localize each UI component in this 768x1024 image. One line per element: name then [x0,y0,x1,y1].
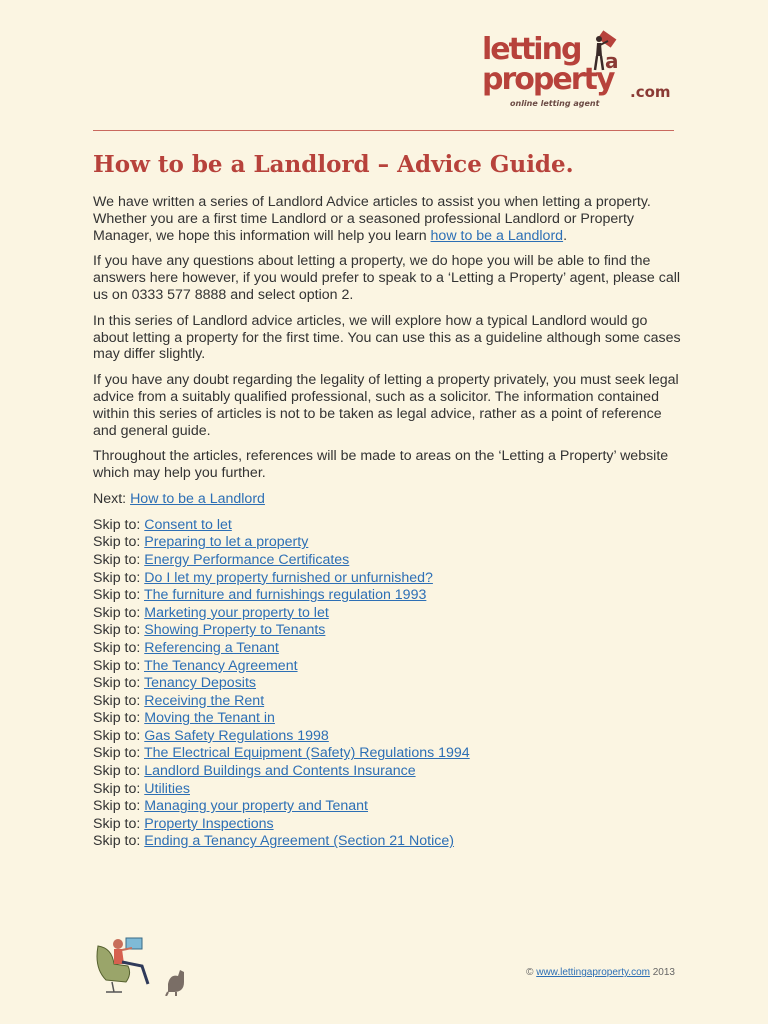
list-item [93,622,683,640]
skip-prefix: Skip to: [93,833,145,850]
skip-prefix: Skip to: [93,727,145,744]
skip-link-inspections[interactable]: Property Inspections [144,815,274,832]
skip-link-furnished-or-unfurnished[interactable]: Do I let my property furnished or unfurnished? [144,569,433,586]
page-title: How to be a Landlord – Advice Guide. [93,151,574,178]
skip-link-gas-safety[interactable]: Gas Safety Regulations 1998 [144,727,329,744]
list-item [93,763,683,781]
skip-link-electrical-equipment[interactable]: The Electrical Equipment (Safety) Regulations 1994 [144,745,470,762]
footer-copyright [526,967,675,978]
skip-link-consent-to-let[interactable]: Consent to let [144,516,232,533]
skip-prefix: Skip to: [93,798,145,815]
footer-year: 2013 [649,967,675,978]
list-item [93,552,683,570]
skip-prefix: Skip to: [93,516,145,533]
skip-link-tenancy-deposits[interactable]: Tenancy Deposits [144,675,256,692]
list-item [93,658,683,676]
skip-prefix: Skip to: [93,569,145,586]
list-item [93,605,683,623]
skip-prefix: Skip to: [93,815,145,832]
skip-link-energy-performance[interactable]: Energy Performance Certificates [144,551,350,568]
list-item [93,517,683,535]
skip-link-referencing[interactable]: Referencing a Tenant [144,639,279,656]
skip-link-marketing[interactable]: Marketing your property to let [144,604,329,621]
skip-prefix: Skip to: [93,710,145,727]
skip-prefix: Skip to: [93,657,144,674]
next-prefix: Next: [93,490,131,507]
intro-paragraph-2: If you have any questions about letting a property, we do hope you will be able to find the answers here however, if you would prefer to speak to a ‘Letting a Property’ agent, please call us on 0333 577 8888 and select option 2. [93,253,681,303]
intro-paragraph-5: Throughout the articles, references will be made to areas on the ‘Letting a Property’ website which may help you further. [93,448,669,482]
intro-paragraph-4: If you have any doubt regarding the legality of letting a property privately, you must seek legal advice from a suitably qualified professional, such as a solicitor. The information contained within this series of articles is not to be taken as legal advice, rather as a point of reference and general guide. [93,372,679,439]
list-item [93,833,683,851]
logo-tagline: online letting agent [510,99,600,108]
person-carrying-sign-icon [587,30,623,76]
skip-link-receiving-rent[interactable]: Receiving the Rent [144,692,265,709]
list-item [93,710,683,728]
logo-property-text: property [482,62,614,97]
skip-prefix: Skip to: [93,551,145,568]
list-item [93,781,683,799]
skip-link-insurance[interactable]: Landlord Buildings and Contents Insurance [144,763,416,780]
logo[interactable] [482,32,674,112]
next-how-to-be-a-landlord-link[interactable]: How to be a Landlord [130,490,265,507]
skip-prefix: Skip to: [93,639,145,656]
logo-a-text: a [605,49,619,73]
skip-prefix: Skip to: [93,763,145,780]
skip-link-tenancy-agreement[interactable]: The Tenancy Agreement [144,657,298,674]
intro-paragraph-1-end: . [563,227,568,244]
skip-prefix: Skip to: [93,780,145,797]
intro-paragraph-1-text: We have written a series of Landlord Advice articles to assist you when letting a property. Whether you are a first time Landlord or a seasoned professional Landlord or Property Manager, we hope this information will help you learn [93,194,651,244]
skip-link-ending-tenancy[interactable]: Ending a Tenancy Agreement (Section 21 Notice) [144,833,454,850]
intro-paragraph-1 [93,194,683,244]
list-item [93,675,683,693]
skip-to-list [93,517,683,851]
next-line [93,491,683,508]
list-item [93,693,683,711]
list-item [93,745,683,763]
list-item [93,728,683,746]
skip-prefix: Skip to: [93,604,145,621]
skip-link-preparing-to-let[interactable]: Preparing to let a property [144,534,309,551]
copyright-symbol: © [526,967,537,978]
list-item [93,534,683,552]
list-item [93,570,683,588]
article-body [93,194,683,851]
skip-prefix: Skip to: [93,534,145,551]
skip-link-showing-property[interactable]: Showing Property to Tenants [144,622,326,639]
skip-prefix: Skip to: [93,622,145,639]
how-to-be-a-landlord-link[interactable]: how to be a Landlord [430,227,564,244]
skip-link-utilities[interactable]: Utilities [144,780,190,797]
list-item [93,816,683,834]
header-divider [93,130,674,131]
skip-prefix: Skip to: [93,587,144,604]
list-item [93,798,683,816]
landlord-with-laptop-and-dog-illustration [92,934,192,996]
skip-prefix: Skip to: [93,692,145,709]
skip-prefix: Skip to: [93,745,144,762]
skip-prefix: Skip to: [93,675,144,692]
logo-letting-text: letting [482,32,581,67]
list-item [93,640,683,658]
skip-link-furniture-regulation[interactable]: The furniture and furnishings regulation 1993 [144,587,427,604]
intro-paragraph-3: In this series of Landlord advice articles, we will explore how a typical Landlord would go about letting a property for the first time. You can use this as a guideline although some cases may differ slightly. [93,312,681,363]
footer-website-link[interactable]: www.lettingaproperty.com [536,967,650,978]
skip-link-managing[interactable]: Managing your property and Tenant [144,798,369,815]
list-item [93,587,683,605]
logo-com-text: .com [630,83,671,101]
skip-link-moving-tenant-in[interactable]: Moving the Tenant in [144,710,275,727]
